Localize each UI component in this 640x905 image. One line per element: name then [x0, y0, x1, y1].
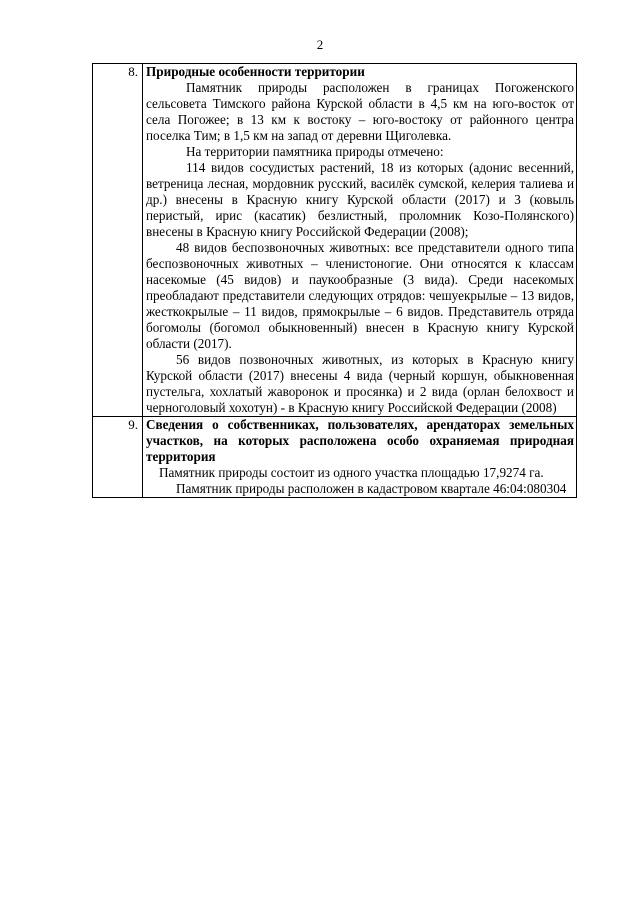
section-title: Сведения о собственниках, пользователях, арендаторах земельных участков, на которых расположена особо охраняемая природная территория	[146, 417, 574, 464]
paragraph-cadastral: Памятник природы расположен в кадастровом квартале 46:04:080304	[176, 481, 567, 496]
row-number: 9.	[93, 417, 143, 498]
paragraph-plants: 114 видов сосудистых растений, 18 из которых (адонис весенний, ветреница лесная, мордовник русский, василёк сумской, келерия талиева и др.) внесены в Красную книгу Курской области (2017) и 3 (ковыль перистый, ирис (касатик) безлистный, проломник Козо-Полянского) внесены в Красную книгу Российской Федерации (2008);	[146, 160, 574, 239]
document-table	[92, 63, 577, 498]
row-content	[143, 417, 577, 498]
section-title: Природные особенности территории	[146, 64, 365, 79]
row-content	[143, 64, 577, 417]
table-row-9	[93, 417, 577, 498]
paragraph-vertebrates: 56 видов позвоночных животных, из которых в Красную книгу Курской области (2017) внесены 4 вида (черный коршун, обыкновенная пустельга, хохлатый жаворонок и просянка) и 2 вида (орлан белохвост и черноголовый хохотун) - в Красную книгу Российской Федерации (2008)	[146, 352, 574, 415]
page-number: 2	[316, 37, 324, 52]
table-row-8	[93, 64, 577, 417]
paragraph-noted: На территории памятника природы отмечено:	[186, 144, 444, 159]
row-number: 8.	[93, 64, 143, 417]
paragraph-invertebrates: 48 видов беспозвоночных животных: все представители одного типа беспозвоночных животных – членистоногие. Они относятся к классам насекомые (45 видов) и паукообразные (3 вида). Среди насекомых преобладают представители следующих отрядов: чешуекрылые – 13 видов, жесткокрылые – 11 видов, прямокрылые – 6 видов. Представитель отряда богомолы (богомол обыкновенный) внесен в Красную книгу Курской области (2017).	[146, 240, 574, 351]
paragraph-area: Памятник природы состоит из одного участка площадью 17,9274 га.	[159, 465, 544, 480]
paragraph-location: Памятник природы расположен в границах Погоженского сельсовета Тимского района Курской области в 4,5 км на юго-восток от села Погожее; в 13 км к востоку – юго-востоку от районного центра поселка Тим; в 1,5 км на запад от деревни Щиголевка.	[146, 80, 574, 143]
